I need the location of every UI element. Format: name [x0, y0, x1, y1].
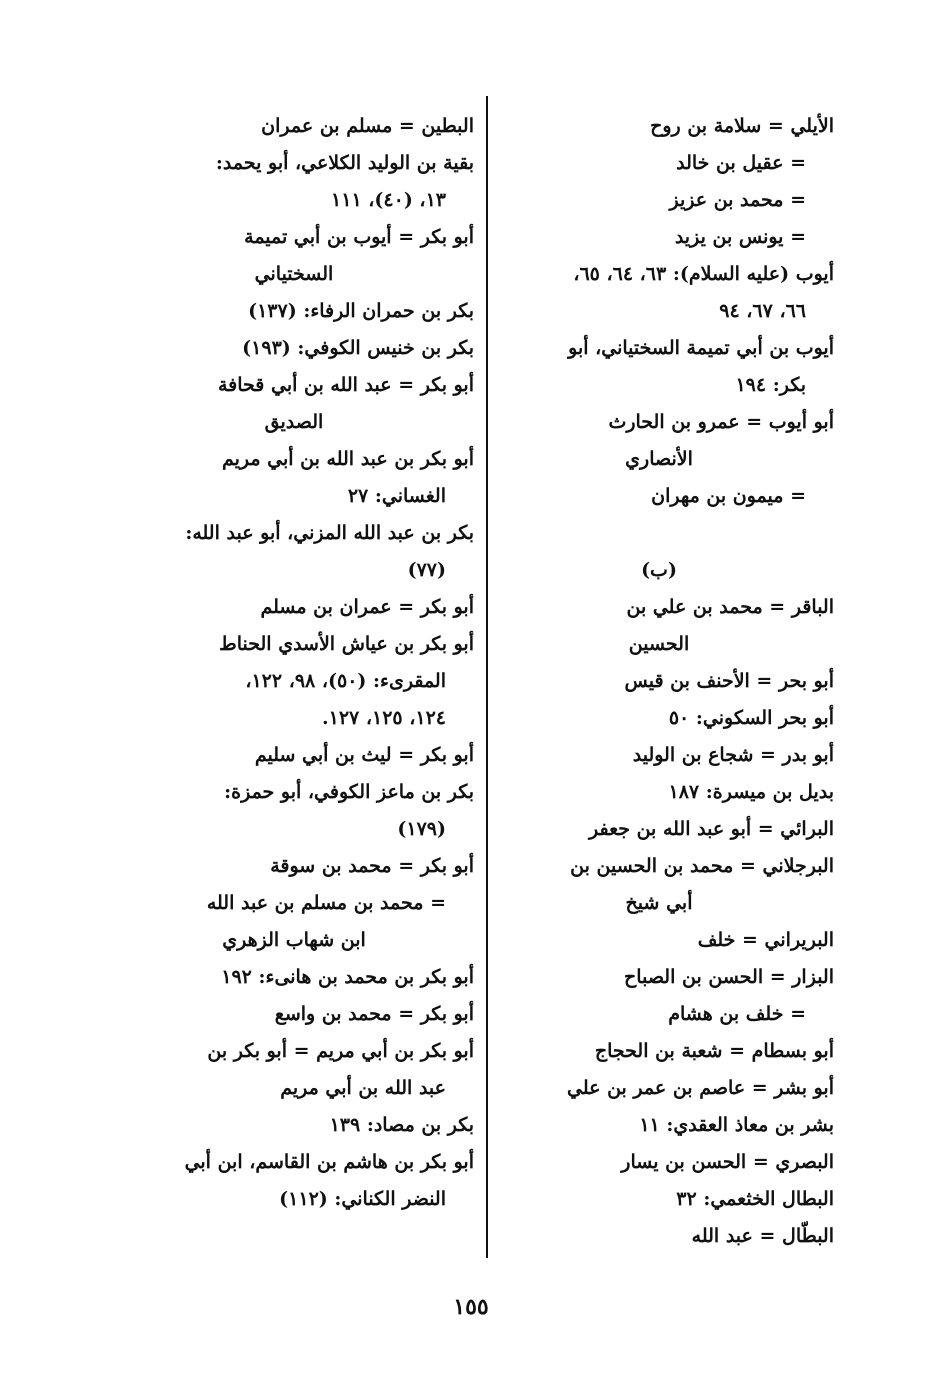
index-line: أبو بكر بن محمد بن هانىء: ١٩٢	[221, 966, 474, 988]
index-line: بكر بن مصاد: ١٣٩	[329, 1114, 474, 1136]
index-line: أبو أيوب = عمرو بن الحارث	[608, 411, 834, 433]
index-line: السختياني	[254, 263, 334, 285]
index-line: أبو بكر = محمد بن سوقة	[270, 855, 474, 877]
index-line: النضر الكناني: (١١٢)	[279, 1188, 446, 1210]
index-line: ابن شهاب الزهري	[222, 929, 366, 951]
index-line: أبو بكر بن هاشم بن القاسم، ابن أبي	[184, 1151, 474, 1173]
index-line: أبو بكر بن أبي مريم = أبو بكر بن	[207, 1040, 474, 1062]
index-line: ١٣، (٤٠)، ١١١	[331, 189, 446, 211]
index-line: أبو بكر بن عياش الأسدي الحناط	[219, 633, 474, 655]
index-line: البطّال = عبد الله	[691, 1225, 834, 1247]
index-line: البريراني = خلف	[697, 929, 834, 951]
index-line: بكر بن حمران الرفاء: (١٣٧)	[248, 300, 474, 322]
index-line: (٧٧)	[407, 559, 446, 581]
index-line: = ميمون بن مهران	[651, 485, 806, 507]
right-column	[484, 108, 834, 1255]
index-line: أبو بدر = شجاع بن الوليد	[632, 744, 834, 766]
index-line: بكر: ١٩٤	[735, 374, 806, 396]
index-line: بشر بن معاذ العقدي: ١١	[639, 1114, 834, 1136]
index-line: الباقر = محمد بن علي بن	[626, 596, 834, 618]
index-line: بكر بن خنيس الكوفي: (١٩٣)	[242, 337, 474, 359]
index-line: أيوب بن أبي تميمة السختياني، أبو	[568, 337, 834, 359]
index-line: أبو بكر = محمد بن واسع	[274, 1003, 474, 1025]
index-line: = عقيل بن خالد	[676, 152, 806, 174]
index-line: البطال الخثعمي: ٣٢	[676, 1188, 834, 1210]
index-line: = خلف بن هشام	[668, 1003, 806, 1025]
index-line: البرجلاني = محمد بن الحسين بن	[570, 855, 834, 877]
index-line: البزار = الحسن بن الصباح	[624, 966, 834, 988]
index-line: أبي شيخ	[625, 892, 693, 914]
index-line: بقية بن الوليد الكلاعي، أبو يحمد:	[215, 152, 474, 174]
index-line: ٦٦، ٦٧، ٩٤	[719, 300, 806, 322]
index-line	[484, 515, 834, 552]
column-divider	[486, 96, 488, 1258]
index-line: الحسين	[628, 633, 690, 655]
index-line: بديل بن ميسرة: ١٨٧	[668, 781, 834, 803]
index-line: أبو بكر بن عبد الله بن أبي مريم	[221, 448, 474, 470]
index-line: المقرىء: (٥٠)، ٩٨، ١٢٢،	[245, 670, 446, 692]
index-line: = محمد بن عزيز	[669, 189, 806, 211]
index-line: عبد الله بن أبي مريم	[280, 1077, 446, 1099]
index-line: أبو بحر السكوني: ٥٠	[668, 707, 834, 729]
index-line: الصديق	[264, 411, 324, 433]
index-line: = يونس بن يزيد	[674, 226, 806, 248]
index-line: البرائي = أبو عبد الله بن جعفر	[588, 818, 834, 840]
index-line: بكر بن ماعز الكوفي، أبو حمزة:	[224, 781, 474, 803]
index-line: أبو بسطام = شعبة بن الحجاج	[594, 1040, 834, 1062]
index-line: أيوب (عليه السلام): ٦٣، ٦٤، ٦٥،	[573, 263, 834, 285]
section-heading: (ب)	[641, 559, 677, 581]
index-line: أبو بكر = أيوب بن أبي تميمة	[244, 226, 474, 248]
index-line: البصري = الحسن بن يسار	[621, 1151, 834, 1173]
index-line: الأيلي = سلامة بن روح	[650, 115, 834, 137]
index-line: البطين = مسلم بن عمران	[261, 115, 474, 137]
left-column	[114, 108, 474, 1218]
index-line: بكر بن عبد الله المزني، أبو عبد الله:	[185, 522, 474, 544]
index-line: أبو بكر = ليث بن أبي سليم	[254, 744, 474, 766]
index-line: الغساني: ٢٧	[347, 485, 446, 507]
index-line: (١٧٩)	[397, 818, 446, 840]
index-line: ١٢٤، ١٢٥، ١٢٧.	[322, 707, 446, 729]
index-line: = محمد بن مسلم بن عبد الله	[206, 892, 446, 914]
index-line: أبو بحر = الأحنف بن قيس	[624, 670, 834, 692]
index-line: أبو بشر = عاصم بن عمر بن علي	[566, 1077, 834, 1099]
page-number: ١٥٥	[453, 1294, 489, 1320]
index-line: أبو بكر = عمران بن مسلم	[260, 596, 474, 618]
index-line: الأنصاري	[625, 448, 693, 470]
index-line: أبو بكر = عبد الله بن أبي قحافة	[217, 374, 474, 396]
